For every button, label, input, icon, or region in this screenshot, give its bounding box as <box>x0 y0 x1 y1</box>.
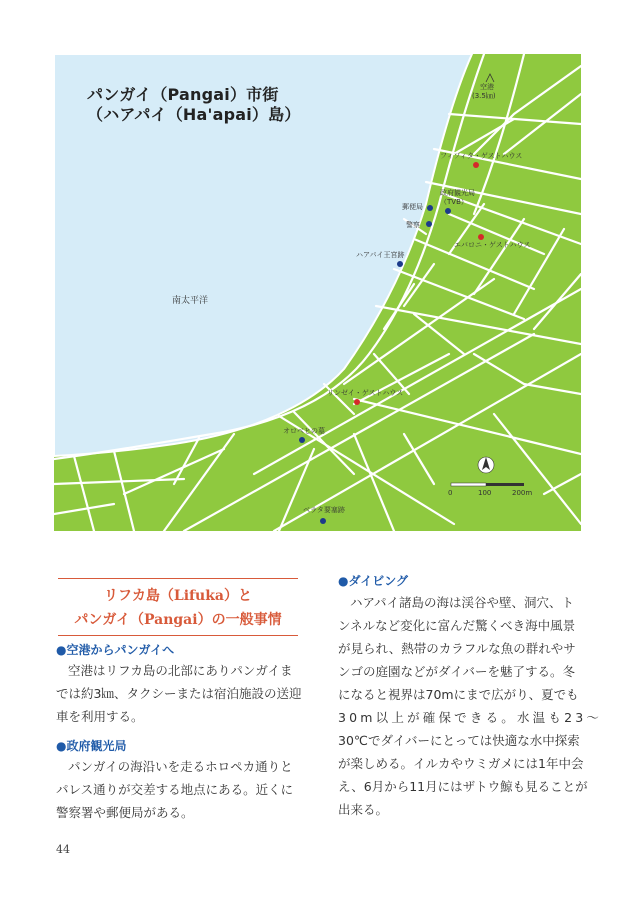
body-line: 30℃でダイバーにとっては快適な水中探索 <box>338 733 580 748</box>
body-line: ンゴの庭園などがダイバーを魅了する。冬 <box>338 664 576 679</box>
article-heading <box>58 578 298 636</box>
label-tomb: オロベヒの墓 <box>283 427 325 435</box>
airport-label: 空港 <box>480 83 494 91</box>
sea-label: 南太平洋 <box>172 296 209 306</box>
body-line: ハアパイ諸島の海は渓谷や壁、洞穴、ト <box>350 595 575 610</box>
label-post: 郵便局 <box>402 203 423 211</box>
label-fort: ベラタ要塞跡 <box>303 506 345 514</box>
section-body-diving <box>338 591 602 821</box>
section-body-tvb <box>56 755 293 824</box>
heading-line1: リフカ島（Lifuka）と <box>104 588 252 604</box>
label-police: 警察 <box>406 221 420 229</box>
label-tvb: 政府観光局 <box>440 189 475 197</box>
marker-tomb <box>299 437 305 443</box>
label-palace: ハアパイ王宮跡 <box>356 251 405 259</box>
body-line: では約3㎞、タクシーまたは宿泊施設の送迎 <box>56 686 302 701</box>
body-line: 車を利用する。 <box>56 709 144 724</box>
page-number: 44 <box>56 843 70 856</box>
marker-evaloni <box>478 234 484 240</box>
label-evaloni: エバロニ・ゲストハウス <box>454 241 531 249</box>
marker-linsey <box>354 399 360 405</box>
label-tvb-abbr: （TVB） <box>440 198 468 206</box>
body-line: ンネルなど変化に富んだ驚くべき海中風景 <box>338 618 576 633</box>
body-line: が楽しめる。イルカやウミガメには1年中会 <box>338 756 584 771</box>
map-title-line2: （ハアパイ（Ha'apai）島） <box>87 105 301 124</box>
scale-0: 0 <box>448 489 453 497</box>
body-line: 警察署や郵便局がある。 <box>56 805 194 820</box>
body-line: 空港はリフカ島の北部にありパンガイま <box>68 663 293 678</box>
marker-tvb <box>445 208 451 214</box>
section-title-airport: ●空港からパンガイへ <box>56 643 175 657</box>
town-map <box>54 54 581 531</box>
label-linsey: リンゼイ・ゲストハウス <box>327 389 404 397</box>
section-title-tvb: ●政府観光局 <box>56 739 127 753</box>
section-body-airport <box>56 659 301 728</box>
body-line: 30m以上が確保できる。水温も23～ <box>338 710 603 725</box>
marker-fort <box>320 518 326 524</box>
heading-line2: パンガイ（Pangai）の一般事情 <box>74 612 282 628</box>
body-line: になると視界は70mにまで広がり、夏でも <box>338 687 579 702</box>
marker-palace <box>397 261 403 267</box>
scale-100: 100 <box>478 489 492 497</box>
body-line: パンガイの海沿いを走るホロペカ通りと <box>68 759 293 774</box>
marker-fifita <box>473 162 479 168</box>
section-title-diving: ●ダイビング <box>338 574 408 588</box>
body-line: が見られ、熱帯のカラフルな魚の群れやサ <box>338 641 576 656</box>
body-line: 出来る。 <box>338 802 389 817</box>
marker-police <box>426 221 432 227</box>
body-line: パレス通りが交差する地点にある。近くに <box>56 782 294 797</box>
body-line: え、6月から11月にはザトウ鯨も見ることが <box>338 779 588 794</box>
marker-post <box>427 205 433 211</box>
airport-distance: (3.5㎞) <box>472 92 496 100</box>
scale-200: 200m <box>512 489 533 497</box>
label-fifita: フィフィタ・ゲストハウス <box>440 152 523 160</box>
map-title-line1: パンガイ（Pangai）市街 <box>87 85 279 104</box>
